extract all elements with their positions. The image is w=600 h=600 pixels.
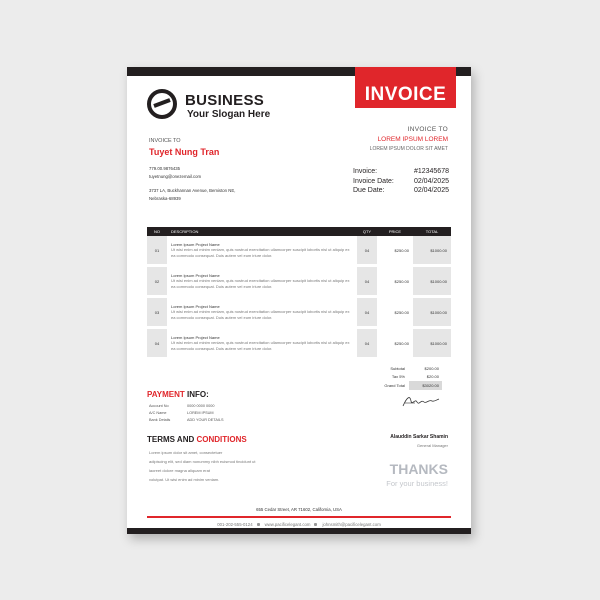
invoice-to-right-line2: LOREM IPSUM DOLOR SIT AMET (369, 146, 448, 152)
signer-name: Alauddin Sarkar Shamin (390, 434, 448, 440)
row-description (167, 328, 357, 359)
footer-email: johnsmith@pacificelegant.com (322, 522, 381, 527)
terms-line: volutpat. Ut wisi enim ad minim veniam. (149, 477, 220, 482)
globe-icon (257, 523, 260, 526)
thanks-title: THANKS (389, 461, 448, 477)
payment-value: ADD YOUR DETAILS (187, 418, 224, 422)
row-qty: 04 (357, 297, 377, 328)
table-header-row (147, 227, 451, 236)
tax-label: Tax 5% (391, 374, 405, 380)
invoice-to-right-label: INVOICE TO (407, 126, 448, 133)
invoice-page (127, 67, 471, 534)
row-body: Ut wisi enim ad minim veniam, quis nostrud exercitation ullamcorper suscipit lobortis nisl ut aliquip ex ea commodo consequat. Duis autem vel eum iriure dolor. (171, 340, 350, 351)
col-qty: QTY (357, 227, 377, 236)
client-name: Tuyet Nung Tran (149, 147, 220, 157)
footer-divider (147, 516, 451, 518)
client-phone: 779.00.9876435 (149, 166, 181, 171)
row-body: Ut wisi enim ad minim veniam, quis nostrud exercitation ullamcorper suscipit lobortis nisl ut aliquip ex ea commodo consequat. Duis autem vel eum iriure dolor. (171, 247, 350, 258)
table-row (147, 266, 451, 297)
footer-phone: 001-202-555-0124 (217, 522, 253, 527)
subtotal-value: $200.00 (424, 365, 439, 371)
client-label: INVOICE TO (149, 138, 181, 144)
payment-value: 0000 0000 0000 (187, 404, 215, 408)
row-price: $250.00 (377, 236, 413, 266)
row-price: $250.00 (377, 266, 413, 297)
row-title: Lorem Ipsum Project Name (171, 303, 220, 309)
invoice-number: #12345678 (413, 168, 449, 175)
brand-name: BUSINESS (185, 92, 265, 109)
client-email: tuyetnung@onezemail.com (149, 174, 202, 179)
terms-title-red: CONDITIONS (196, 435, 247, 444)
invoice-to-right-line1: LOREM IPSUM LOREM (377, 136, 448, 143)
footer-contact (127, 522, 471, 527)
invoice-meta (353, 167, 449, 196)
row-no: 03 (147, 297, 167, 328)
col-no: NO (147, 227, 167, 236)
payment-key: A/C Name (149, 411, 167, 415)
invoice-date: 02/04/2025 (413, 177, 449, 185)
items-table (147, 227, 451, 360)
payment-title-dark: INFO: (184, 390, 209, 399)
row-body: Ut wisi enim ad minim veniam, quis nostrud exercitation ullamcorper suscipit lobortis nisl ut aliquip ex ea commodo consequat. Duis autem vel eum iriure dolor. (171, 309, 350, 320)
table-row (147, 328, 451, 359)
due-date-label: Due Date: (353, 187, 385, 194)
terms-line: Lorem ipsum dolor sit amet, consectetuer (149, 450, 223, 455)
row-description (167, 236, 357, 266)
invoice-date-label: Invoice Date: (353, 177, 394, 185)
row-qty: 04 (357, 328, 377, 359)
terms-title (147, 435, 247, 444)
row-total: $1000.00 (413, 328, 451, 359)
row-body: Ut wisi enim ad minim veniam, quis nostrud exercitation ullamcorper suscipit lobortis nisl ut aliquip ex ea commodo consequat. Duis autem vel eum iriure dolor. (171, 278, 350, 289)
grand-total-label: Grand Total (384, 382, 405, 388)
subtotal-label: Subtotal (390, 365, 405, 371)
col-description: DESCRIPTION (167, 227, 357, 236)
payment-value: LOREM IPSUM (187, 411, 214, 415)
e-logo-icon (147, 89, 177, 119)
bottom-bar (127, 528, 471, 534)
payment-title-red: PAYMENT (147, 390, 185, 399)
payment-key: Bank Details (149, 418, 171, 422)
row-total: $1000.00 (413, 297, 451, 328)
footer-address: 655 Cedar Street, AR 71602, California, USA (256, 507, 342, 512)
invoice-number-label: Invoice: (353, 168, 378, 175)
brand-slogan: Your Slogan Here (187, 109, 271, 120)
mail-icon (314, 523, 317, 526)
row-description (167, 297, 357, 328)
row-description (167, 266, 357, 297)
terms-line: laoreet dolore magna aliquam erat (149, 468, 210, 473)
row-no: 04 (147, 328, 167, 359)
row-price: $250.00 (377, 297, 413, 328)
due-date: 02/04/2025 (413, 187, 449, 194)
client-contact (149, 165, 201, 181)
invoice-title: INVOICE (355, 67, 456, 108)
row-qty: 04 (357, 266, 377, 297)
row-total: $1000.00 (413, 266, 451, 297)
table-row (147, 236, 451, 266)
tax-value: $20.00 (426, 374, 439, 380)
signer-role: General Manager (416, 443, 448, 448)
payment-title (147, 390, 209, 399)
terms-title-dark: TERMS AND (147, 435, 197, 444)
col-price: PRICE (377, 227, 413, 236)
row-total: $1000.00 (413, 236, 451, 266)
grand-total-value: $3020.00 (409, 381, 442, 390)
terms-line: adipiscing elit, sed diam nonummy nibh euismod tincidunt ut (149, 459, 256, 464)
row-title: Lorem Ipsum Project Name (171, 334, 220, 340)
row-price: $250.00 (377, 328, 413, 359)
totals-block (363, 364, 442, 390)
row-title: Lorem Ipsum Project Name (171, 272, 220, 278)
row-no: 02 (147, 266, 167, 297)
payment-key: Account No (149, 404, 169, 408)
terms-text (149, 448, 279, 484)
signature-icon (401, 393, 441, 409)
thanks-subtitle: For your business! (386, 479, 448, 488)
client-address: 3737 LA, Buckhannan Avenue, Bemiston NE, Nebraska-68939 (149, 188, 236, 201)
footer-website: www.pacificelegant.com (264, 522, 311, 527)
col-total: TOTAL (413, 227, 451, 236)
payment-info (149, 403, 224, 424)
row-qty: 04 (357, 236, 377, 266)
row-title: Lorem Ipsum Project Name (171, 241, 220, 247)
table-row (147, 297, 451, 328)
row-no: 01 (147, 236, 167, 266)
